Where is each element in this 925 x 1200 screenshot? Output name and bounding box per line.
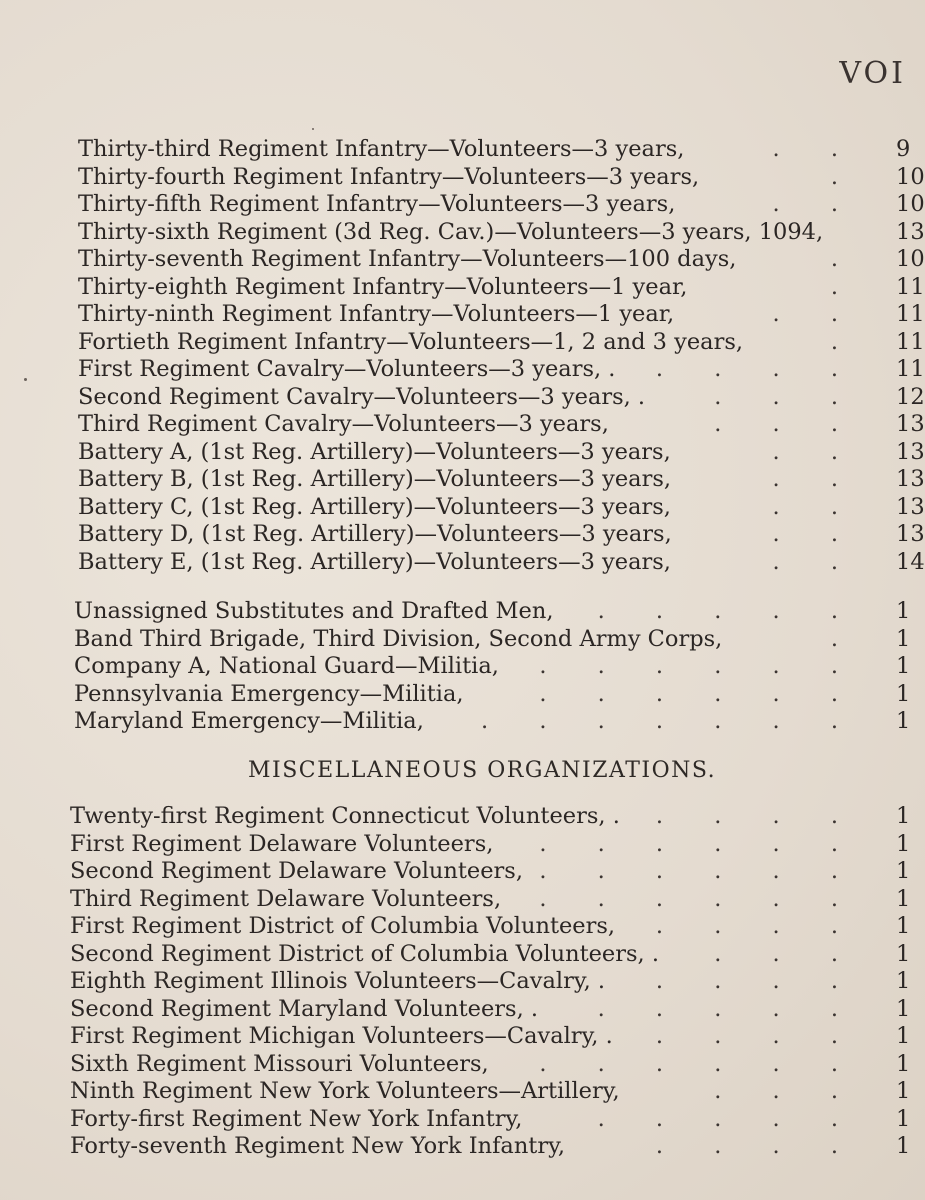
toc-entry — [0, 1023, 920, 1051]
entry-page-number: 1 — [896, 598, 911, 624]
dot-leader: . . . . . . — [539, 1050, 860, 1077]
dot-leader: . . — [772, 521, 860, 547]
entry-title: Thirty-fifth Regiment Infantry—Volunteers—3 years, — [78, 191, 676, 217]
toc-entry — [0, 708, 920, 736]
dot-leader: . — [830, 163, 860, 190]
entry-title: Thirty-eighth Regiment Infantry—Volunteers—1 year, — [78, 273, 688, 300]
dot-leader: . . — [772, 548, 860, 575]
toc-entry — [0, 803, 920, 831]
dot-leader: . . . . — [655, 968, 860, 994]
dot-leader: . . — [772, 438, 860, 465]
entry-page-number: 1 — [896, 968, 911, 994]
toc-entry — [0, 968, 920, 996]
dot-leader: . . — [772, 136, 860, 162]
toc-entry — [0, 136, 920, 164]
entry-title: Thirty-ninth Regiment Infantry—Volunteers—1 year, — [78, 301, 675, 327]
dot-leader: . . . . — [655, 356, 860, 382]
entry-title: Third Regiment Delaware Volunteers, — [70, 885, 502, 912]
entry-title: Fortieth Regiment Infantry—Volunteers—1, 2 and 3 years, — [78, 328, 744, 355]
dot-leader: . . . . . . — [539, 680, 860, 707]
entry-title: Company A, National Guard—Militia, — [74, 653, 499, 679]
entry-page-number: 11 — [896, 273, 925, 300]
dot-leader: . . — [772, 466, 860, 492]
entry-page-number: 13 — [896, 438, 925, 465]
entry-title: Battery C, (1st Reg. Artillery)—Volunteers—3 years, — [78, 493, 671, 520]
toc-entry — [0, 521, 925, 549]
entry-page-number: 11 — [896, 328, 925, 355]
entry-title: Thirty-fourth Regiment Infantry—Volunteers—3 years, — [78, 163, 700, 190]
toc-entry — [0, 653, 920, 681]
entry-page-number: 1 — [896, 1105, 911, 1132]
entry-title: First Regiment Michigan Volunteers—Cavalry, . — [70, 1023, 613, 1049]
dot-leader: . . — [772, 191, 860, 217]
entry-title: Battery B, (1st Reg. Artillery)—Volunteers—3 years, — [78, 466, 672, 492]
entry-page-number: 10 — [896, 246, 925, 272]
entry-page-number: 1 — [896, 680, 911, 707]
toc-entry — [0, 1133, 920, 1161]
toc-entry — [0, 598, 920, 626]
misc-section — [0, 803, 920, 1161]
entry-page-number: 1 — [896, 803, 911, 829]
toc-entry — [0, 218, 925, 247]
paper-speck — [24, 378, 27, 381]
dot-leader: . . . . . . — [539, 830, 860, 857]
entry-title: Thirty-sixth Regiment (3d Reg. Cav.)—Volunteers—3 years, 1094, — [78, 218, 824, 245]
entry-page-number: 1 — [896, 625, 911, 652]
dot-leader: . . — [772, 301, 860, 327]
dot-leader: . . . . . . — [539, 858, 860, 884]
dot-leader: . . . . — [655, 913, 860, 939]
paper-speck — [312, 128, 314, 130]
entry-title: Forty-seventh Regiment New York Infantry, — [70, 1133, 565, 1159]
toc-entry — [0, 941, 920, 969]
toc-entry — [0, 1051, 920, 1079]
entry-page-number: 9 — [896, 136, 911, 162]
entry-title: Forty-first Regiment New York Infantry, — [70, 1105, 523, 1132]
toc-entry — [0, 681, 920, 709]
entry-page-number: 10 — [896, 163, 925, 190]
dot-leader: . . . . — [655, 803, 860, 829]
entry-page-number: 1 — [896, 708, 911, 734]
dot-leader: . . . . . . — [539, 598, 860, 624]
entry-page-number: 10 — [896, 191, 925, 217]
toc-entry — [0, 301, 925, 329]
toc-entry — [0, 886, 920, 914]
entry-title: First Regiment Delaware Volunteers, — [70, 830, 494, 857]
entry-title: First Regiment District of Columbia Volunteers, — [70, 913, 616, 939]
entry-title: Pennsylvania Emergency—Militia, — [74, 680, 464, 707]
entry-page-number: 1 — [896, 995, 911, 1022]
entry-title: Second Regiment Delaware Volunteers, — [70, 858, 524, 884]
dot-leader: . . . . . . . — [481, 708, 860, 734]
entry-title: First Regiment Cavalry—Volunteers—3 years, . — [78, 356, 616, 382]
entry-page-number: 13 — [896, 466, 925, 492]
entry-page-number: 13 — [896, 218, 925, 245]
toc-entry — [0, 383, 925, 412]
entry-title: Sixth Regiment Missouri Volunteers, — [70, 1050, 489, 1077]
entry-title: Maryland Emergency—Militia, — [74, 708, 424, 734]
toc-entry — [0, 191, 925, 219]
dot-leader: . . . — [714, 1078, 860, 1104]
dot-leader: . — [830, 328, 860, 355]
entry-title: Battery E, (1st Reg. Artillery)—Volunteers—3 years, — [78, 548, 671, 575]
entry-title: Unassigned Substitutes and Drafted Men, — [74, 598, 554, 624]
entry-page-number: 1 — [896, 858, 911, 884]
toc-entry — [0, 438, 925, 467]
entry-title: Thirty-seventh Regiment Infantry—Volunteers—100 days, — [78, 246, 737, 272]
entry-page-number: 1 — [896, 1050, 911, 1077]
dot-leader: . . . — [714, 383, 860, 410]
dot-leader: . . . — [714, 940, 860, 967]
entry-page-number: 1 — [896, 1078, 911, 1104]
entry-page-number: 13 — [896, 521, 925, 547]
toc-entry — [0, 246, 925, 274]
toc-entry — [0, 1106, 920, 1134]
toc-entry — [0, 328, 925, 357]
dot-leader: . . . . — [655, 1023, 860, 1049]
entry-page-number: 1 — [896, 940, 911, 967]
entry-page-number: 14 — [896, 548, 925, 575]
toc-entry — [0, 163, 925, 192]
toc-entry — [0, 411, 925, 439]
entry-title: Band Third Brigade, Third Division, Second Army Corps, — [74, 625, 723, 652]
toc-entry — [0, 626, 920, 654]
dot-leader: . . . . . — [597, 995, 860, 1022]
militia-section — [0, 598, 920, 736]
toc-entry — [0, 548, 925, 577]
toc-entry — [0, 356, 925, 384]
dot-leader: . . . . . . . — [481, 885, 860, 912]
dot-leader: . . . . . — [597, 1105, 860, 1132]
dot-leader: . . — [772, 493, 860, 520]
toc-entry — [0, 466, 925, 494]
dot-leader: . . . . — [655, 1133, 860, 1159]
entry-page-number: 1 — [896, 1023, 911, 1049]
entry-title: Battery D, (1st Reg. Artillery)—Volunteers—3 years, — [78, 521, 672, 547]
entry-title: Second Regiment Maryland Volunteers, . — [70, 995, 539, 1022]
misc-heading: MISCELLANEOUS ORGANIZATIONS. — [248, 758, 717, 783]
entry-title: Eighth Regiment Illinois Volunteers—Cavalry, . — [70, 968, 606, 994]
dot-leader: . — [830, 246, 860, 272]
dot-leader: . — [830, 273, 860, 300]
infantry-section — [0, 136, 925, 576]
entry-page-number: 13 — [896, 493, 925, 520]
entry-page-number: 1 — [896, 653, 911, 679]
entry-page-number: 11 — [896, 301, 925, 327]
running-header: VOI — [839, 56, 906, 91]
toc-entry — [0, 1078, 920, 1106]
entry-title: Ninth Regiment New York Volunteers—Artillery, — [70, 1078, 620, 1104]
entry-page-number: 1 — [896, 913, 911, 939]
entry-page-number: 11 — [896, 356, 925, 382]
toc-entry — [0, 273, 925, 302]
dot-leader: . . . — [714, 411, 860, 437]
toc-entry — [0, 913, 920, 941]
dot-leader: . . . . . . — [539, 653, 860, 679]
toc-entry — [0, 493, 925, 522]
entry-title: Twenty-first Regiment Connecticut Volunteers, . — [70, 803, 620, 829]
entry-title: Second Regiment Cavalry—Volunteers—3 years, . — [78, 383, 646, 410]
toc-entry — [0, 831, 920, 859]
entry-page-number: 12 — [896, 383, 925, 410]
entry-page-number: 1 — [896, 830, 911, 857]
toc-entry — [0, 858, 920, 886]
entry-title: Second Regiment District of Columbia Volunteers, . — [70, 940, 659, 967]
entry-title: Third Regiment Cavalry—Volunteers—3 years, — [78, 411, 609, 437]
entry-page-number: 1 — [896, 1133, 911, 1159]
entry-page-number: 1 — [896, 885, 911, 912]
entry-title: Thirty-third Regiment Infantry—Volunteers—3 years, — [78, 136, 685, 162]
entry-title: Battery A, (1st Reg. Artillery)—Volunteers—3 years, — [78, 438, 671, 465]
entry-page-number: 13 — [896, 411, 925, 437]
dot-leader: . — [830, 625, 860, 652]
toc-entry — [0, 996, 920, 1024]
